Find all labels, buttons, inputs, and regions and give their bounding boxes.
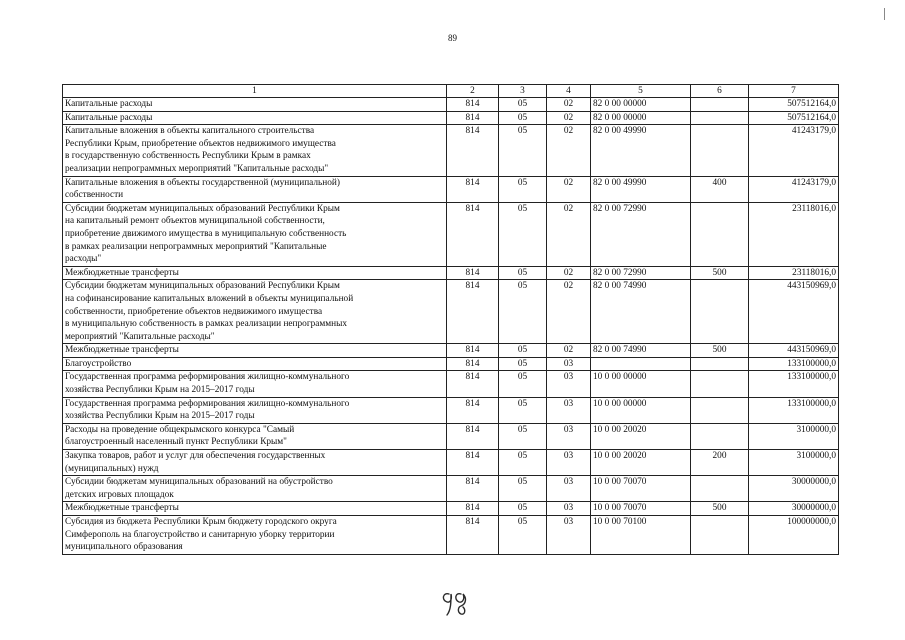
row-name-cell: Межбюджетные трансферты	[63, 502, 447, 516]
column-header: 6	[691, 85, 749, 98]
table-row	[63, 98, 839, 112]
expense-type-cell: 500	[691, 344, 749, 358]
expense-type-cell	[691, 125, 749, 176]
subsection-cell: 02	[547, 280, 591, 344]
table-row	[63, 176, 839, 202]
amount-cell: 507512164,0	[749, 111, 839, 125]
amount-cell: 133100000,0	[749, 357, 839, 371]
row-name-cell: Субсидия из бюджета Республики Крым бюджету городского округа Симферополь на благоустройство и санитарную уборку территории муниципального образования	[63, 516, 447, 555]
amount-cell: 133100000,0	[749, 371, 839, 397]
expense-type-cell: 500	[691, 502, 749, 516]
row-name-cell: Государственная программа реформирования жилищно-коммунального хозяйства Республики Крым на 2015–2017 годы	[63, 371, 447, 397]
amount-cell: 3100000,0	[749, 423, 839, 449]
ministry-code-cell: 814	[447, 125, 499, 176]
expense-type-cell	[691, 516, 749, 555]
column-header: 3	[499, 85, 547, 98]
target-article-cell: 10 0 00 00000	[591, 397, 691, 423]
section-cell: 05	[499, 125, 547, 176]
amount-cell: 507512164,0	[749, 98, 839, 112]
amount-cell: 443150969,0	[749, 344, 839, 358]
table-row	[63, 266, 839, 280]
expense-type-cell	[691, 280, 749, 344]
budget-table	[62, 84, 839, 555]
subsection-cell: 03	[547, 371, 591, 397]
section-cell: 05	[499, 98, 547, 112]
ministry-code-cell: 814	[447, 476, 499, 502]
expense-type-cell: 500	[691, 266, 749, 280]
subsection-cell: 02	[547, 202, 591, 266]
target-article-cell	[591, 357, 691, 371]
amount-cell: 30000000,0	[749, 502, 839, 516]
page-number: 89	[448, 33, 457, 43]
row-name-cell: Капитальные расходы	[63, 98, 447, 112]
ministry-code-cell: 814	[447, 450, 499, 476]
target-article-cell: 82 0 00 72990	[591, 266, 691, 280]
section-cell: 05	[499, 202, 547, 266]
subsection-cell: 03	[547, 502, 591, 516]
ministry-code-cell: 814	[447, 502, 499, 516]
expense-type-cell	[691, 397, 749, 423]
section-cell: 05	[499, 423, 547, 449]
section-cell: 05	[499, 111, 547, 125]
table-row	[63, 450, 839, 476]
section-cell: 05	[499, 357, 547, 371]
subsection-cell: 02	[547, 98, 591, 112]
section-cell: 05	[499, 397, 547, 423]
section-cell: 05	[499, 176, 547, 202]
table-row	[63, 111, 839, 125]
expense-type-cell	[691, 423, 749, 449]
column-header: 5	[591, 85, 691, 98]
column-header: 7	[749, 85, 839, 98]
row-name-cell: Капитальные вложения в объекты государственной (муниципальной) собственности	[63, 176, 447, 202]
subsection-cell: 03	[547, 450, 591, 476]
ministry-code-cell: 814	[447, 344, 499, 358]
table-row	[63, 397, 839, 423]
section-cell: 05	[499, 344, 547, 358]
expense-type-cell	[691, 98, 749, 112]
target-article-cell: 82 0 00 72990	[591, 202, 691, 266]
target-article-cell: 82 0 00 00000	[591, 98, 691, 112]
table-header-row	[63, 85, 839, 98]
column-header: 2	[447, 85, 499, 98]
target-article-cell: 10 0 00 70070	[591, 502, 691, 516]
handwritten-page-mark	[437, 584, 477, 620]
amount-cell: 23118016,0	[749, 266, 839, 280]
table-row	[63, 344, 839, 358]
row-name-cell: Субсидии бюджетам муниципальных образований на обустройство детских игровых площадок	[63, 476, 447, 502]
ministry-code-cell: 814	[447, 266, 499, 280]
section-cell: 05	[499, 280, 547, 344]
amount-cell: 41243179,0	[749, 125, 839, 176]
target-article-cell: 82 0 00 00000	[591, 111, 691, 125]
table-row	[63, 476, 839, 502]
row-name-cell: Благоустройство	[63, 357, 447, 371]
margin-mark	[884, 8, 888, 20]
ministry-code-cell: 814	[447, 516, 499, 555]
expense-type-cell: 200	[691, 450, 749, 476]
expense-type-cell	[691, 202, 749, 266]
row-name-cell: Субсидии бюджетам муниципальных образований Республики Крым на софинансирование капитальных вложений в объекты муниципальной собственности, приобретение объектов недвижимого имущества в муниципальную собственность в рамках реализации непрограммных мероприятий "Капитальные расходы"	[63, 280, 447, 344]
subsection-cell: 03	[547, 423, 591, 449]
subsection-cell: 02	[547, 176, 591, 202]
target-article-cell: 10 0 00 20020	[591, 423, 691, 449]
section-cell: 05	[499, 502, 547, 516]
subsection-cell: 02	[547, 266, 591, 280]
subsection-cell: 03	[547, 397, 591, 423]
row-name-cell: Межбюджетные трансферты	[63, 344, 447, 358]
section-cell: 05	[499, 371, 547, 397]
table-row	[63, 502, 839, 516]
row-name-cell: Межбюджетные трансферты	[63, 266, 447, 280]
table-row	[63, 516, 839, 555]
subsection-cell: 02	[547, 344, 591, 358]
amount-cell: 443150969,0	[749, 280, 839, 344]
section-cell: 05	[499, 476, 547, 502]
expense-type-cell: 400	[691, 176, 749, 202]
ministry-code-cell: 814	[447, 176, 499, 202]
amount-cell: 133100000,0	[749, 397, 839, 423]
target-article-cell: 82 0 00 49990	[591, 125, 691, 176]
amount-cell: 30000000,0	[749, 476, 839, 502]
row-name-cell: Закупка товаров, работ и услуг для обеспечения государственных (муниципальных) нужд	[63, 450, 447, 476]
ministry-code-cell: 814	[447, 423, 499, 449]
amount-cell: 23118016,0	[749, 202, 839, 266]
table-body	[63, 85, 839, 555]
target-article-cell: 10 0 00 70070	[591, 476, 691, 502]
subsection-cell: 03	[547, 516, 591, 555]
ministry-code-cell: 814	[447, 280, 499, 344]
target-article-cell: 82 0 00 74990	[591, 280, 691, 344]
subsection-cell: 03	[547, 357, 591, 371]
table-row	[63, 125, 839, 176]
target-article-cell: 10 0 00 70100	[591, 516, 691, 555]
column-header: 1	[63, 85, 447, 98]
expense-type-cell	[691, 476, 749, 502]
ministry-code-cell: 814	[447, 98, 499, 112]
subsection-cell: 02	[547, 111, 591, 125]
table-row	[63, 423, 839, 449]
section-cell: 05	[499, 450, 547, 476]
row-name-cell: Капитальные вложения в объекты капитального строительства Республики Крым, приобретение объектов недвижимого имущества в государственную собственность Республики Крым в рамках реализации непрограммных мероприятий "Капитальные расходы"	[63, 125, 447, 176]
expense-type-cell	[691, 357, 749, 371]
expense-type-cell	[691, 111, 749, 125]
row-name-cell: Государственная программа реформирования жилищно-коммунального хозяйства Республики Крым на 2015–2017 годы	[63, 397, 447, 423]
row-name-cell: Субсидии бюджетам муниципальных образований Республики Крым на капитальный ремонт объектов муниципальной собственности, приобретение движимого имущества в муниципальную собственность в рамках реализации непрограммных мероприятий "Капитальные расходы"	[63, 202, 447, 266]
subsection-cell: 02	[547, 125, 591, 176]
section-cell: 05	[499, 266, 547, 280]
amount-cell: 100000000,0	[749, 516, 839, 555]
table-row	[63, 357, 839, 371]
ministry-code-cell: 814	[447, 111, 499, 125]
ministry-code-cell: 814	[447, 371, 499, 397]
table-row	[63, 280, 839, 344]
row-name-cell: Расходы на проведение общекрымского конкурса "Самый благоустроенный населенный пункт Республики Крым"	[63, 423, 447, 449]
expense-type-cell	[691, 371, 749, 397]
amount-cell: 3100000,0	[749, 450, 839, 476]
row-name-cell: Капитальные расходы	[63, 111, 447, 125]
ministry-code-cell: 814	[447, 397, 499, 423]
table-row	[63, 371, 839, 397]
target-article-cell: 10 0 00 00000	[591, 371, 691, 397]
ministry-code-cell: 814	[447, 202, 499, 266]
ministry-code-cell: 814	[447, 357, 499, 371]
target-article-cell: 82 0 00 74990	[591, 344, 691, 358]
column-header: 4	[547, 85, 591, 98]
table-row	[63, 202, 839, 266]
subsection-cell: 03	[547, 476, 591, 502]
target-article-cell: 82 0 00 49990	[591, 176, 691, 202]
target-article-cell: 10 0 00 20020	[591, 450, 691, 476]
amount-cell: 41243179,0	[749, 176, 839, 202]
section-cell: 05	[499, 516, 547, 555]
